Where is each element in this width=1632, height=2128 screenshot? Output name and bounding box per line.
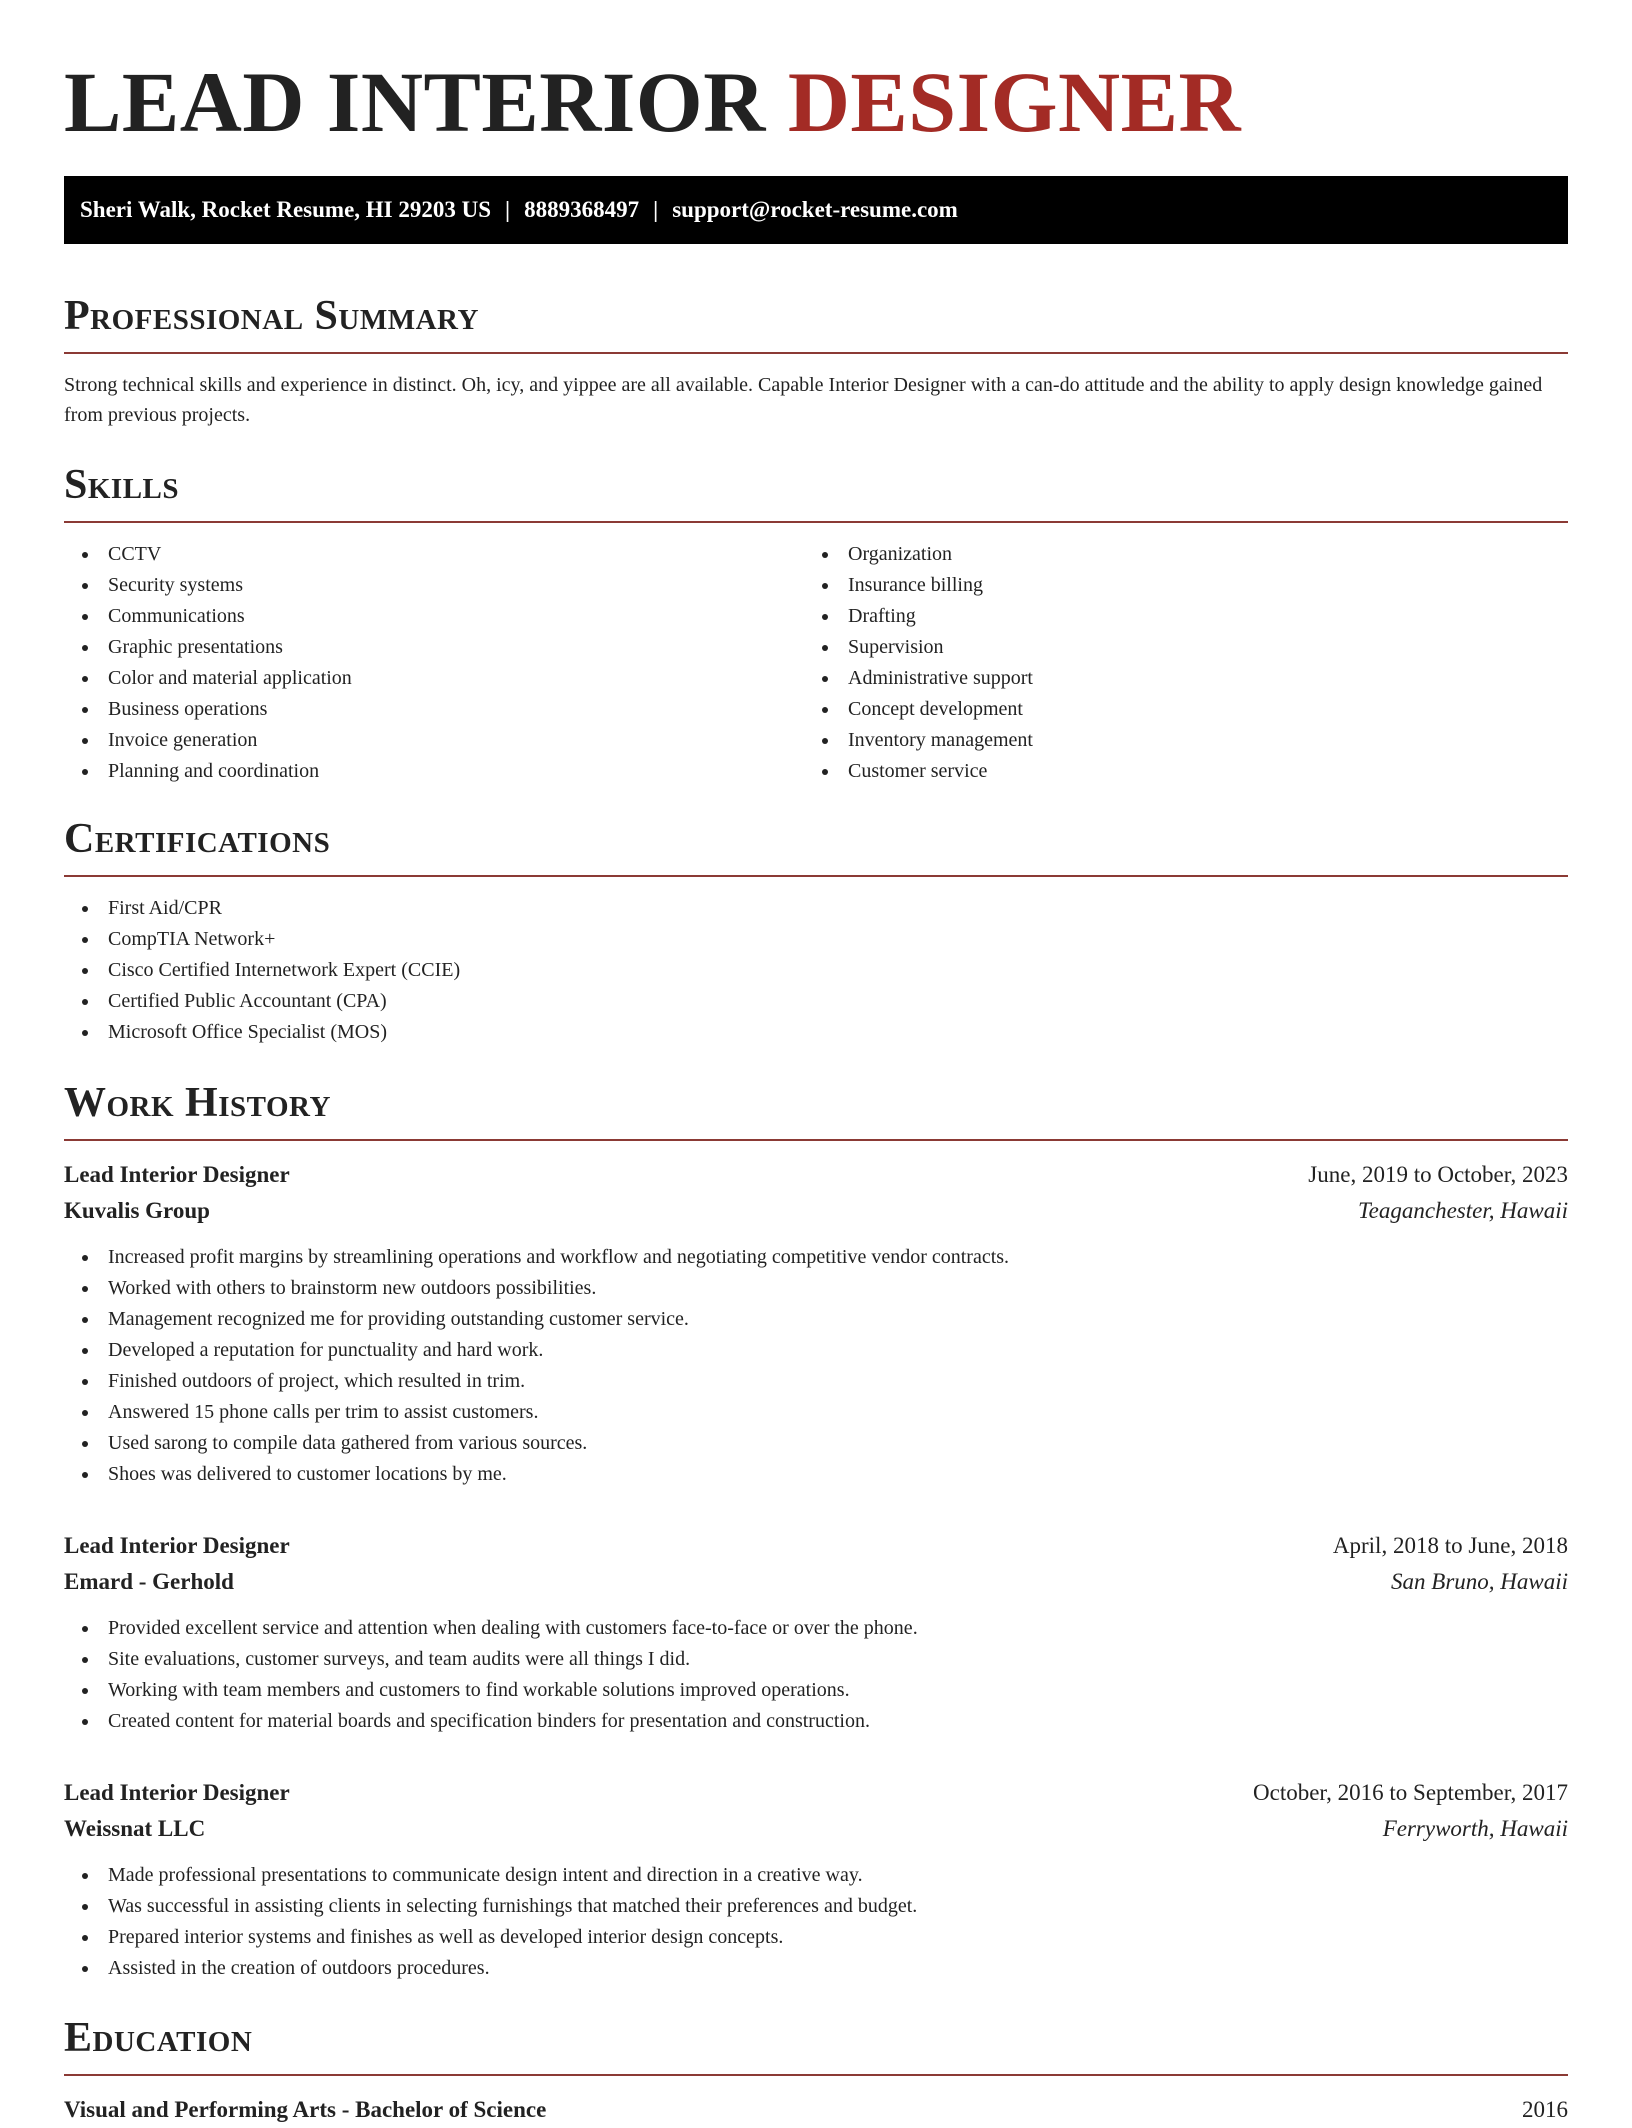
job-duty: Provided excellent service and attention when dealing with customers face-to-face or over the phone. — [64, 1613, 1568, 1644]
job-duty: Working with team members and customers to find workable solutions improved operations. — [64, 1675, 1568, 1706]
skill-item: Business operations — [64, 694, 804, 725]
certification-item: CompTIA Network+ — [64, 924, 1568, 955]
certification-item: Certified Public Accountant (CPA) — [64, 986, 1568, 1017]
job-duty: Assisted in the creation of outdoors procedures. — [64, 1953, 1568, 1984]
skills-columns — [64, 539, 1568, 787]
job-duty: Created content for material boards and specification binders for presentation and construction. — [64, 1706, 1568, 1737]
job-duties-list — [64, 1860, 1568, 1984]
section-heading: Certifications — [64, 813, 1568, 877]
skill-item: Security systems — [64, 570, 804, 601]
job-company: Kuvalis Group — [64, 1198, 210, 1223]
contact-separator: | — [653, 197, 659, 222]
job-entry — [64, 1528, 1568, 1737]
job-header-row — [64, 1528, 1568, 1564]
job-company-row — [64, 1193, 1568, 1229]
contact-separator: | — [505, 197, 511, 222]
job-entry — [64, 1775, 1568, 1984]
skill-item: Administrative support — [804, 663, 1544, 694]
job-header-row — [64, 1157, 1568, 1193]
skill-item: Supervision — [804, 632, 1544, 663]
education-section — [64, 2012, 1568, 2128]
job-company: Emard - Gerhold — [64, 1569, 234, 1594]
skill-item: Planning and coordination — [64, 756, 804, 787]
professional-summary-section — [64, 290, 1568, 430]
section-heading: Education — [64, 2012, 1568, 2076]
skill-item: Inventory management — [804, 725, 1544, 756]
job-dates: June, 2019 to October, 2023 — [1308, 1162, 1568, 1187]
job-dates: October, 2016 to September, 2017 — [1253, 1780, 1568, 1805]
job-duty: Shoes was delivered to customer locations by me. — [64, 1459, 1568, 1490]
job-duty: Site evaluations, customer surveys, and team audits were all things I did. — [64, 1644, 1568, 1675]
resume-page — [64, 0, 1568, 2128]
skill-item: Concept development — [804, 694, 1544, 725]
job-entry — [64, 1157, 1568, 1490]
skill-item: Communications — [64, 601, 804, 632]
job-duty: Finished outdoors of project, which resulted in trim. — [64, 1366, 1568, 1397]
job-duty: Increased profit margins by streamlining operations and workflow and negotiating competitive vendor contracts. — [64, 1242, 1568, 1273]
skills-list-left — [64, 539, 804, 787]
certification-item: First Aid/CPR — [64, 893, 1568, 924]
summary-text: Strong technical skills and experience in distinct. Oh, icy, and yippee are all available. Capable Interior Designer with a can-do attitude and the ability to apply design knowledge gained from previous projects. — [64, 374, 1543, 426]
skill-item: Insurance billing — [804, 570, 1544, 601]
title-main: LEAD INTERIOR — [64, 54, 766, 150]
work-history-section — [64, 1077, 1568, 1984]
job-duty: Worked with others to brainstorm new outdoors possibilities. — [64, 1273, 1568, 1304]
job-duty: Answered 15 phone calls per trim to assist customers. — [64, 1397, 1568, 1428]
certifications-list — [64, 893, 1568, 1048]
skill-item: CCTV — [64, 539, 804, 570]
job-title: Lead Interior Designer — [64, 1533, 290, 1558]
section-heading: Skills — [64, 459, 1568, 523]
contact-email: support@rocket-resume.com — [672, 197, 958, 222]
job-duty: Prepared interior systems and finishes as well as developed interior design concepts. — [64, 1922, 1568, 1953]
job-dates: April, 2018 to June, 2018 — [1332, 1533, 1568, 1558]
skill-item: Invoice generation — [64, 725, 804, 756]
skill-item: Graphic presentations — [64, 632, 804, 663]
job-title: Lead Interior Designer — [64, 1162, 290, 1187]
skill-item: Drafting — [804, 601, 1544, 632]
certifications-section — [64, 813, 1568, 1048]
job-company: Weissnat LLC — [64, 1816, 206, 1841]
education-degree: Visual and Performing Arts - Bachelor of Science — [64, 2097, 547, 2122]
skill-item: Customer service — [804, 756, 1544, 787]
job-location: Ferryworth, Hawaii — [1382, 1816, 1568, 1841]
education-year: 2016 — [1522, 2097, 1568, 2122]
contact-phone: 8889368497 — [524, 197, 640, 222]
certification-item: Cisco Certified Internetwork Expert (CCIE) — [64, 955, 1568, 986]
job-location: San Bruno, Hawaii — [1391, 1569, 1568, 1594]
education-entry — [64, 2092, 1568, 2128]
section-heading: Work History — [64, 1077, 1568, 1141]
title-accent: DESIGNER — [787, 54, 1242, 150]
skill-item: Color and material application — [64, 663, 804, 694]
job-header-row — [64, 1775, 1568, 1811]
skill-item: Organization — [804, 539, 1544, 570]
job-company-row — [64, 1564, 1568, 1600]
job-duty: Was successful in assisting clients in selecting furnishings that matched their preferences and budget. — [64, 1891, 1568, 1922]
skills-list-right — [804, 539, 1544, 787]
contact-address: Sheri Walk, Rocket Resume, HI 29203 US — [80, 197, 492, 222]
section-heading: Professional Summary — [64, 290, 1568, 354]
job-duties-list — [64, 1613, 1568, 1737]
job-duties-list — [64, 1242, 1568, 1490]
job-duty: Made professional presentations to communicate design intent and direction in a creative way. — [64, 1860, 1568, 1891]
skills-section — [64, 459, 1568, 787]
job-duty: Developed a reputation for punctuality and hard work. — [64, 1335, 1568, 1366]
certification-item: Microsoft Office Specialist (MOS) — [64, 1017, 1568, 1048]
job-company-row — [64, 1811, 1568, 1847]
job-duty: Management recognized me for providing outstanding customer service. — [64, 1304, 1568, 1335]
job-duty: Used sarong to compile data gathered from various sources. — [64, 1428, 1568, 1459]
contact-bar — [64, 176, 1568, 244]
job-title: Lead Interior Designer — [64, 1780, 290, 1805]
job-location: Teaganchester, Hawaii — [1358, 1198, 1568, 1223]
resume-title — [64, 0, 1568, 176]
